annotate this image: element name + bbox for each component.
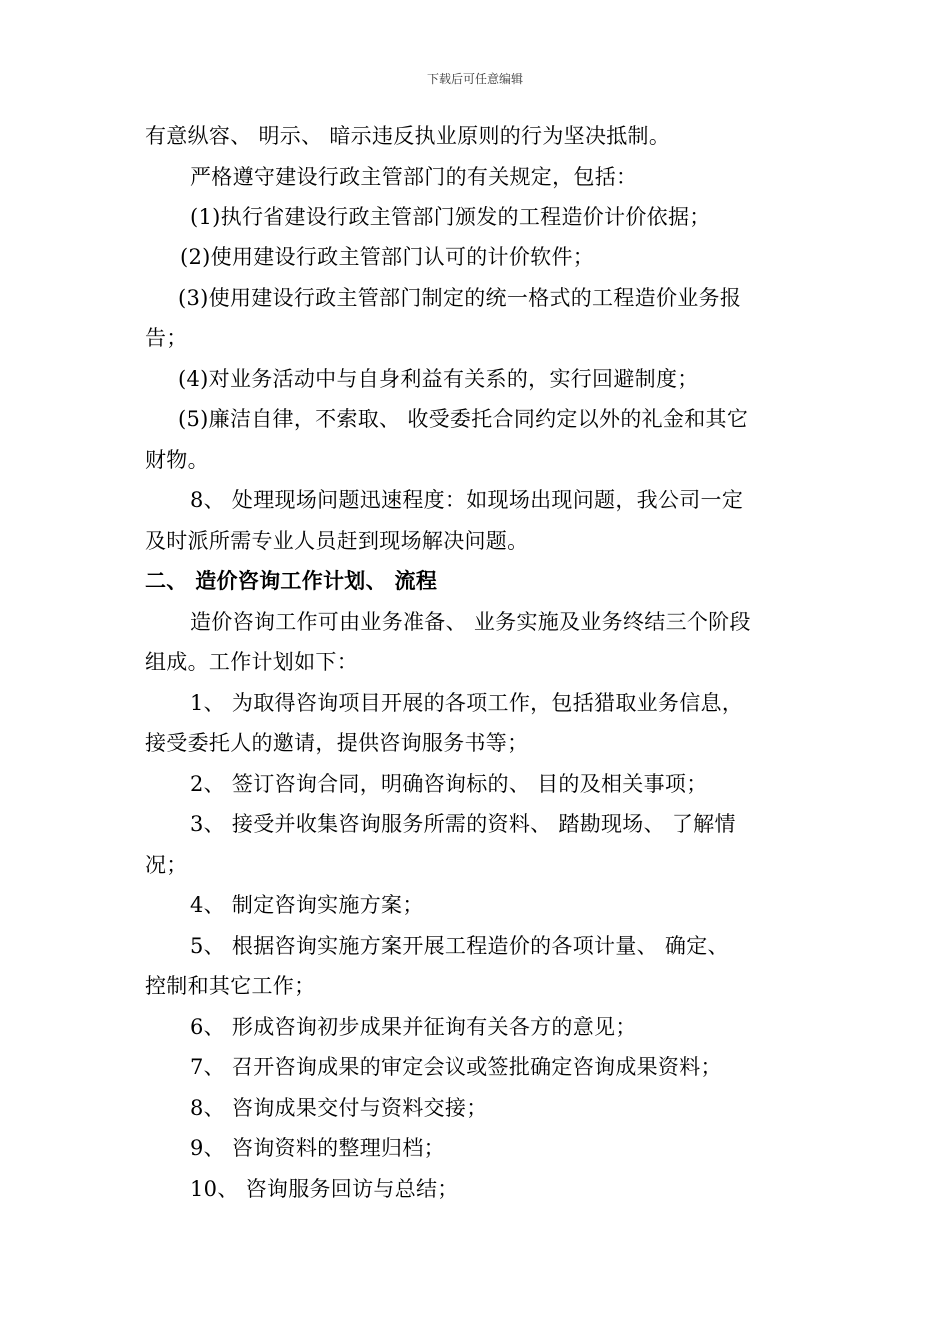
text-line: 8、 咨询成果交付与资料交接； bbox=[190, 1096, 488, 1120]
text-line: 有意纵容、 明示、 暗示违反执业原则的行为坚决抵制。 bbox=[145, 124, 671, 148]
text-line: 1、 为取得咨询项目开展的各项工作，包括猎取业务信息， bbox=[190, 691, 744, 715]
text-line: 接受委托人的邀请，提供咨询服务书等； bbox=[145, 731, 529, 755]
text-line: 造价咨询工作可由业务准备、 业务实施及业务终结三个阶段 bbox=[190, 610, 751, 634]
text-line: 告； bbox=[145, 326, 188, 350]
section-heading: 二、 造价咨询工作计划、 流程 bbox=[145, 568, 438, 593]
text-line: 况； bbox=[145, 853, 188, 877]
text-line: 严格遵守建设行政主管部门的有关规定，包括： bbox=[190, 165, 638, 189]
text-line: 6、 形成咨询初步成果并征询有关各方的意见； bbox=[190, 1015, 637, 1039]
text-line: 5、 根据咨询实施方案开展工程造价的各项计量、 确定、 bbox=[190, 934, 729, 958]
text-line: 10、 咨询服务回访与总结； bbox=[190, 1177, 459, 1201]
text-line: 8、 处理现场问题迅速程度：如现场出现问题，我公司一定 bbox=[190, 488, 744, 512]
text-line: (3)使用建设行政主管部门制定的统一格式的工程造价业务报 bbox=[178, 286, 742, 310]
text-line: (2)使用建设行政主管部门认可的计价软件； bbox=[180, 245, 595, 269]
text-line: 7、 召开咨询成果的审定会议或签批确定咨询成果资料； bbox=[190, 1055, 722, 1079]
text-line: 2、 签订咨询合同，明确咨询标的、 目的及相关事项； bbox=[190, 772, 708, 796]
text-line: 3、 接受并收集咨询服务所需的资料、 踏勘现场、 了解情 bbox=[190, 812, 736, 836]
text-line: (4)对业务活动中与自身利益有关系的，实行回避制度； bbox=[178, 367, 699, 391]
text-line: 9、 咨询资料的整理归档； bbox=[190, 1136, 445, 1160]
text-line: (5)廉洁自律，不索取、 收受委托合同约定以外的礼金和其它 bbox=[178, 407, 749, 431]
text-line: 组成。工作计划如下： bbox=[145, 650, 358, 674]
text-line: 控制和其它工作； bbox=[145, 974, 316, 998]
text-line: 财物。 bbox=[145, 448, 209, 472]
page-header-note: 下载后可任意编辑 bbox=[426, 72, 523, 86]
text-line: 4、 制定咨询实施方案； bbox=[190, 893, 424, 917]
text-line: (1)执行省建设行政主管部门颁发的工程造价计价依据； bbox=[190, 205, 711, 229]
text-line: 及时派所需专业人员赶到现场解决问题。 bbox=[145, 529, 529, 553]
